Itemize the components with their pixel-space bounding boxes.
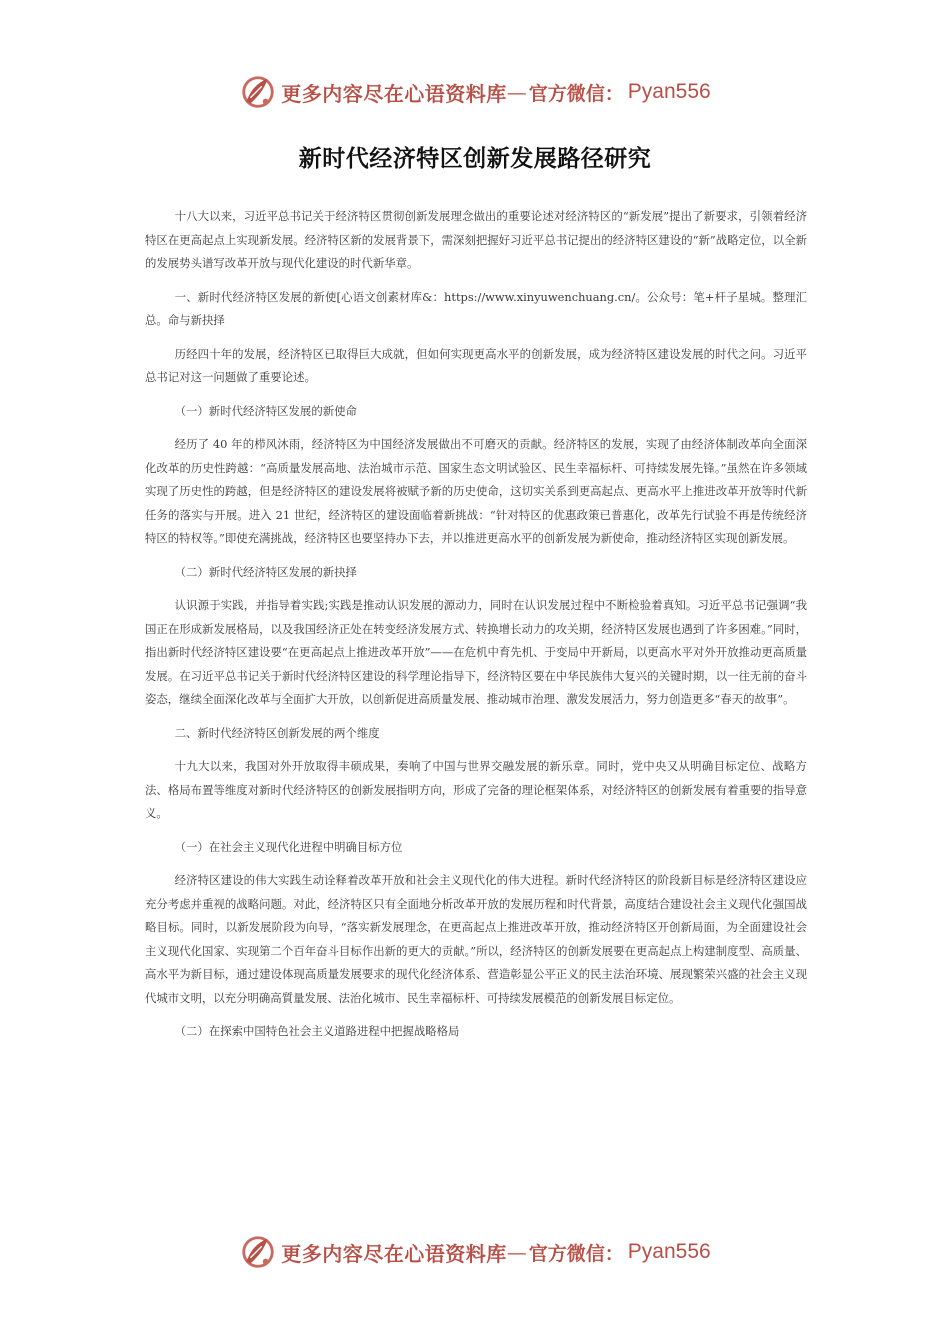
banner-handle: Pyan556 [627, 80, 711, 103]
section-heading: 二、新时代经济特区创新发展的两个维度 [174, 725, 380, 740]
banner-slogan: 更多内容尽在心语资料库 [281, 1241, 507, 1266]
section-heading: （一）新时代经济特区发展的新使命 [174, 403, 357, 418]
section-heading: 一、新时代经济特区发展的新使[心语文创素材库&：https://www.xinyuwenchuang.cn/。公众号：笔+杆子星城。整理汇总。命与新抉择 [145, 289, 807, 327]
pen-nib-logo-icon [239, 1233, 277, 1271]
body-paragraph: 经历了 40 年的栉风沐雨，经济特区为中国经济发展做出不可磨灭的贡献。经济特区的发展，实现了由经济体制改革向全面深化改革的历史性跨越：“高质量发展高地、法治城市示范、国家生态文明试验区、民生幸福标杆、可持续发展先锋。”虽然在许多领域实现了历史性的跨越，但是经济特区的建设发展将被赋予新的历史使命，这切实关系到更高起点、更高水平上推进改革开放等时代新任务的落实与开展。进入 21 世纪，经济特区的建设面临着新挑战：“针对特区的优惠政策已普惠化，改革先行试验不再是传统经济特区的特权等。”即使充满挑战，经济特区也要坚持办下去，并以推进更高水平的创新发展为新使命，推动经济特区实现创新发展。 [145, 437, 807, 545]
header-banner [0, 72, 950, 112]
document-body [145, 205, 807, 1054]
banner-separator: — [506, 1240, 527, 1264]
pen-nib-logo-icon [239, 73, 277, 111]
banner-contact-label: 官方微信： [528, 1242, 624, 1265]
section-heading: （二）在探索中国特色社会主义道路进程中把握战略格局 [174, 1024, 460, 1038]
body-paragraph: 经济特区建设的伟大实践生动诠释着改革开放和社会主义现代化的伟大进程。新时代经济特区的阶段新目标是经济特区建设应充分考虑并重视的战略问题。对此，经济特区只有全面地分析改革开放的发展历程和时代背景，高度结合建设社会主义现代化强国战略目标。同时，以新发展阶段为向导，“落实新发展理念，在更高起点上推进改革开放，推动经济特区开创新局面，为全面建设社会主义现代化国家、实现第二个百年奋斗目标作出新的更大的贡献。”所以，经济特区的创新发展要在更高起点上构建制度型、高质量、高水平为新目标，通过建设体现高质量发展要求的现代化经济体系、营造彰显公平正义的民主法治环境、展现繁荣兴盛的社会主义现代城市文明，以充分明确高質量发展、法治化城市、民生幸福标杆、可持续发展模范的创新发展目标定位。 [145, 873, 807, 1005]
banner-contact-label: 官方微信： [528, 82, 624, 105]
section-heading: （二）新时代经济特区发展的新抉择 [174, 564, 357, 579]
section-heading: （一）在社会主义现代化进程中明确目标方位 [174, 839, 403, 854]
body-paragraph: 认识源于实践，并指导着实践;实践是推动认识发展的源动力，同时在认识发展过程中不断检验着真知。习近平总书记强调“我国正在形成新发展格局，以及我国经济正处在转变经济发展方式、转换增长动力的攻关期，经济特区发展也遇到了许多困难。”同时，指出新时代经济特区建设要“在更高起点上推进改革开放”——在危机中育先机、于变局中开新局，以更高水平对外开放推动更高质量发展。在习近平总书记关于新时代经济特区建设的科学理论指导下，经济特区要在中华民族伟大复兴的关键时期，以一往无前的奋斗姿态，继续全面深化改革与全面扩大开放，以创新促进高质量发展、推动城市治理、激发发展活力，努力创造更多“春天的故事”。 [145, 598, 807, 706]
body-paragraph: 十八大以来，习近平总书记关于经济特区贯彻创新发展理念做出的重要论述对经济特区的“新发展”提出了新要求，引领着经济特区在更高起点上实现新发展。经济特区新的发展背景下，需深刻把握好习近平总书记提出的经济特区建设的“新”战略定位，以全新的发展势头谱写改革开放与现代化建设的时代新华章。 [145, 209, 807, 270]
banner-slogan: 更多内容尽在心语资料库 [281, 81, 507, 106]
banner-separator: — [506, 80, 527, 104]
body-paragraph: 十九大以来，我国对外开放取得丰硕成果，奏响了中国与世界交融发展的新乐章。同时，党中央又从明确目标定位、战略方法、格局布置等维度对新时代经济特区的创新发展指明方向，形成了完备的理论框架体系，对经济特区的创新发展有着重要的指导意义。 [145, 759, 807, 820]
footer-banner [0, 1232, 950, 1272]
banner-handle: Pyan556 [627, 1240, 711, 1263]
body-paragraph: 历经四十年的发展，经济特区已取得巨大成就，但如何实现更高水平的创新发展，成为经济特区建设发展的时代之问。习近平总书记对这一问题做了重要论述。 [145, 346, 807, 384]
document-title: 新时代经济特区创新发展路径研究 [298, 146, 652, 172]
